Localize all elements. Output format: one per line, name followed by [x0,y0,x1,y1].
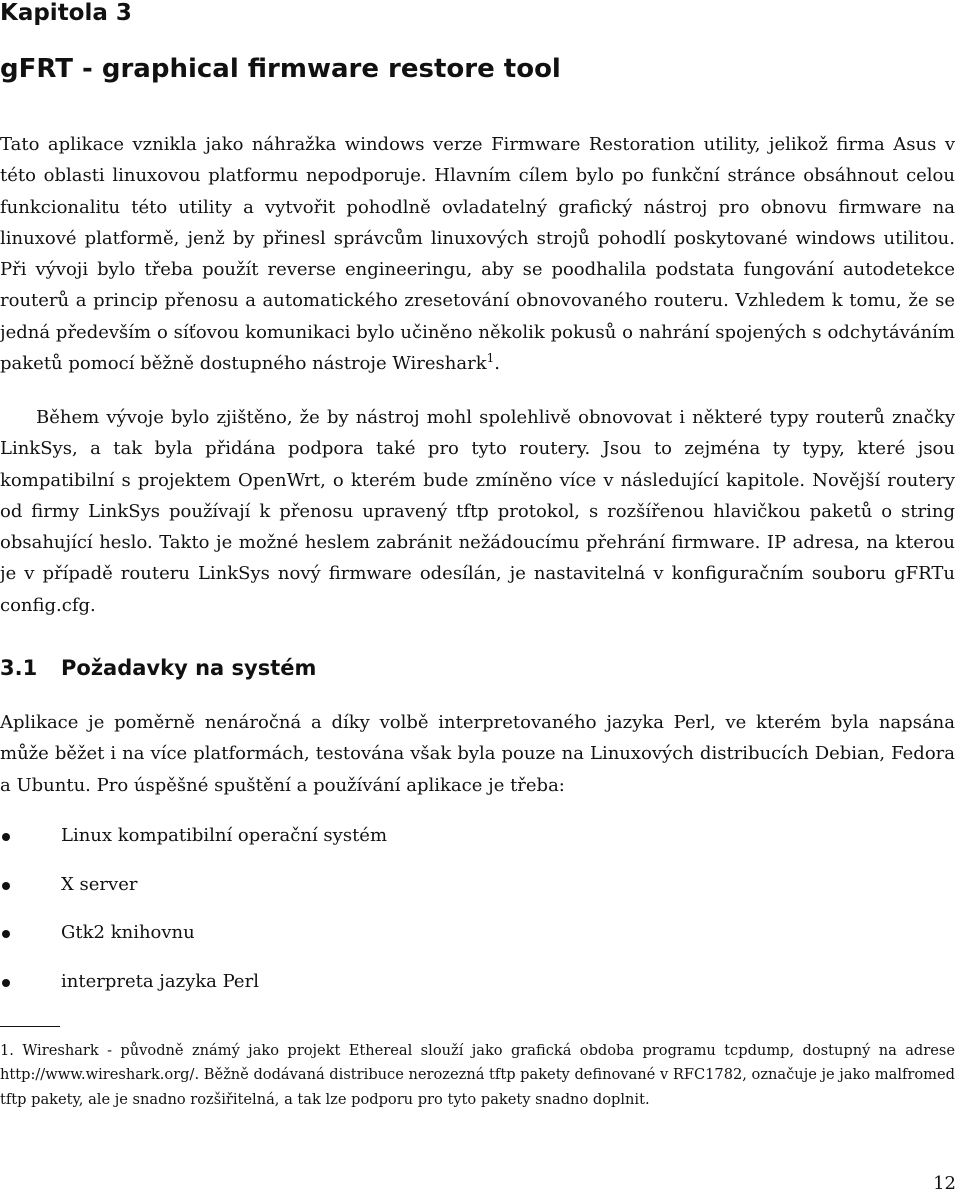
bullet-icon [2,979,10,987]
list-item-text: Linux kompatibilní operační systém [61,825,388,846]
footnote [0,1039,955,1112]
list-item-text: X server [61,873,138,895]
footnote-mark: 1. [0,1042,14,1059]
intro-paragraph-1-end: . [494,353,500,375]
intro-paragraph-2: Během vývoje bylo zjištěno, že by nástroj mohl spolehlivě obnovovat i některé typy routerů značky LinkSys, a tak byla přidána podpora také pro tyto routery. Jsou to zejména ty typy, které jsou kompatibilní s projektem OpenWrt, o kterém bude zmíněno více v následující kapitole. Novější routery od firmy LinkSys používají k přenosu upravený tftp protokol, s rozšířenou hlavičkou paketů o string obsahující heslo. Takto je možné heslem zabránit nežádoucímu přehrání firmware. IP adresa, na kterou je v případě routeru LinkSys nový firmware odesílán, je nastavitelná v konfiguračním souboru gFRTu config.cfg. [0,407,955,616]
requirements-list [0,820,700,1015]
intro-paragraph-1 [0,129,955,379]
list-item-text: interpreta jazyka Perl [61,971,259,993]
list-item [0,917,700,966]
list-item [0,820,700,869]
section-heading [0,652,316,684]
section-title: Požadavky na systém [61,656,317,680]
section-paragraph: Aplikace je poměrně nenáročná a díky volbě interpretovaného jazyka Perl, ve kterém byla napsána může běžet i na více platformách, testována však byla pouze na Linuxových distribucích Debian, Fedora a Ubuntu. Pro úspěšné spuštění a používání aplikace je třeba: [0,712,955,796]
bullet-icon [2,882,10,890]
footnote-text: Wireshark - původně známý jako projekt Ethereal slouží jako grafická obdoba programu tcpdump, dostupný na adrese http://www.wireshark.org/. Běžně dodávaná distribuce nerozezná tftp pakety definované v RFC1782, označuje je jako malfromed tftp pakety, ale je snadno rozšiřitelná, a tak lze podporu pro tyto pakety snadno doplnit. [0,1042,955,1108]
bullet-icon [2,930,10,938]
bullet-icon [2,833,10,841]
footnote-divider [0,1026,60,1027]
chapter-title: gFRT - graphical firmware restore tool [0,54,561,84]
chapter-label: Kapitola 3 [0,0,132,26]
list-item [0,869,700,918]
page-number: 12 [933,1173,956,1194]
footnote-reference: 1 [486,351,495,366]
section-number: 3.1 [0,656,38,680]
intro-paragraph-1-text: Tato aplikace vznikla jako náhražka windows verze Firmware Restoration utility, jelikož firma Asus v této oblasti linuxovou platformu nepodporuje. Hlavním cílem bylo po funkční stránce obsáhnout celou funkcionalitu této utility a vytvořit pohodlně ovladatelný grafický nástroj pro obnovu firmware na linuxové platformě, jenž by přinesl správcům linuxových strojů pohodlí poskytované windows utilitou. Při vývoji bylo třeba použít reverse engineeringu, aby se poodhalila podstata fungování autodetekce routerů a princip přenosu a automatického zresetování obnovovaného routeru. Vzhledem k tomu, že se jedná především o síťovou komunikaci bylo učiněno několik pokusů o nahrání spojených s odchytáváním paketů pomocí běžně dostupného nástroje Wireshark [0,134,955,375]
list-item [0,966,700,1015]
list-item-text: Gtk2 knihovnu [61,922,195,944]
